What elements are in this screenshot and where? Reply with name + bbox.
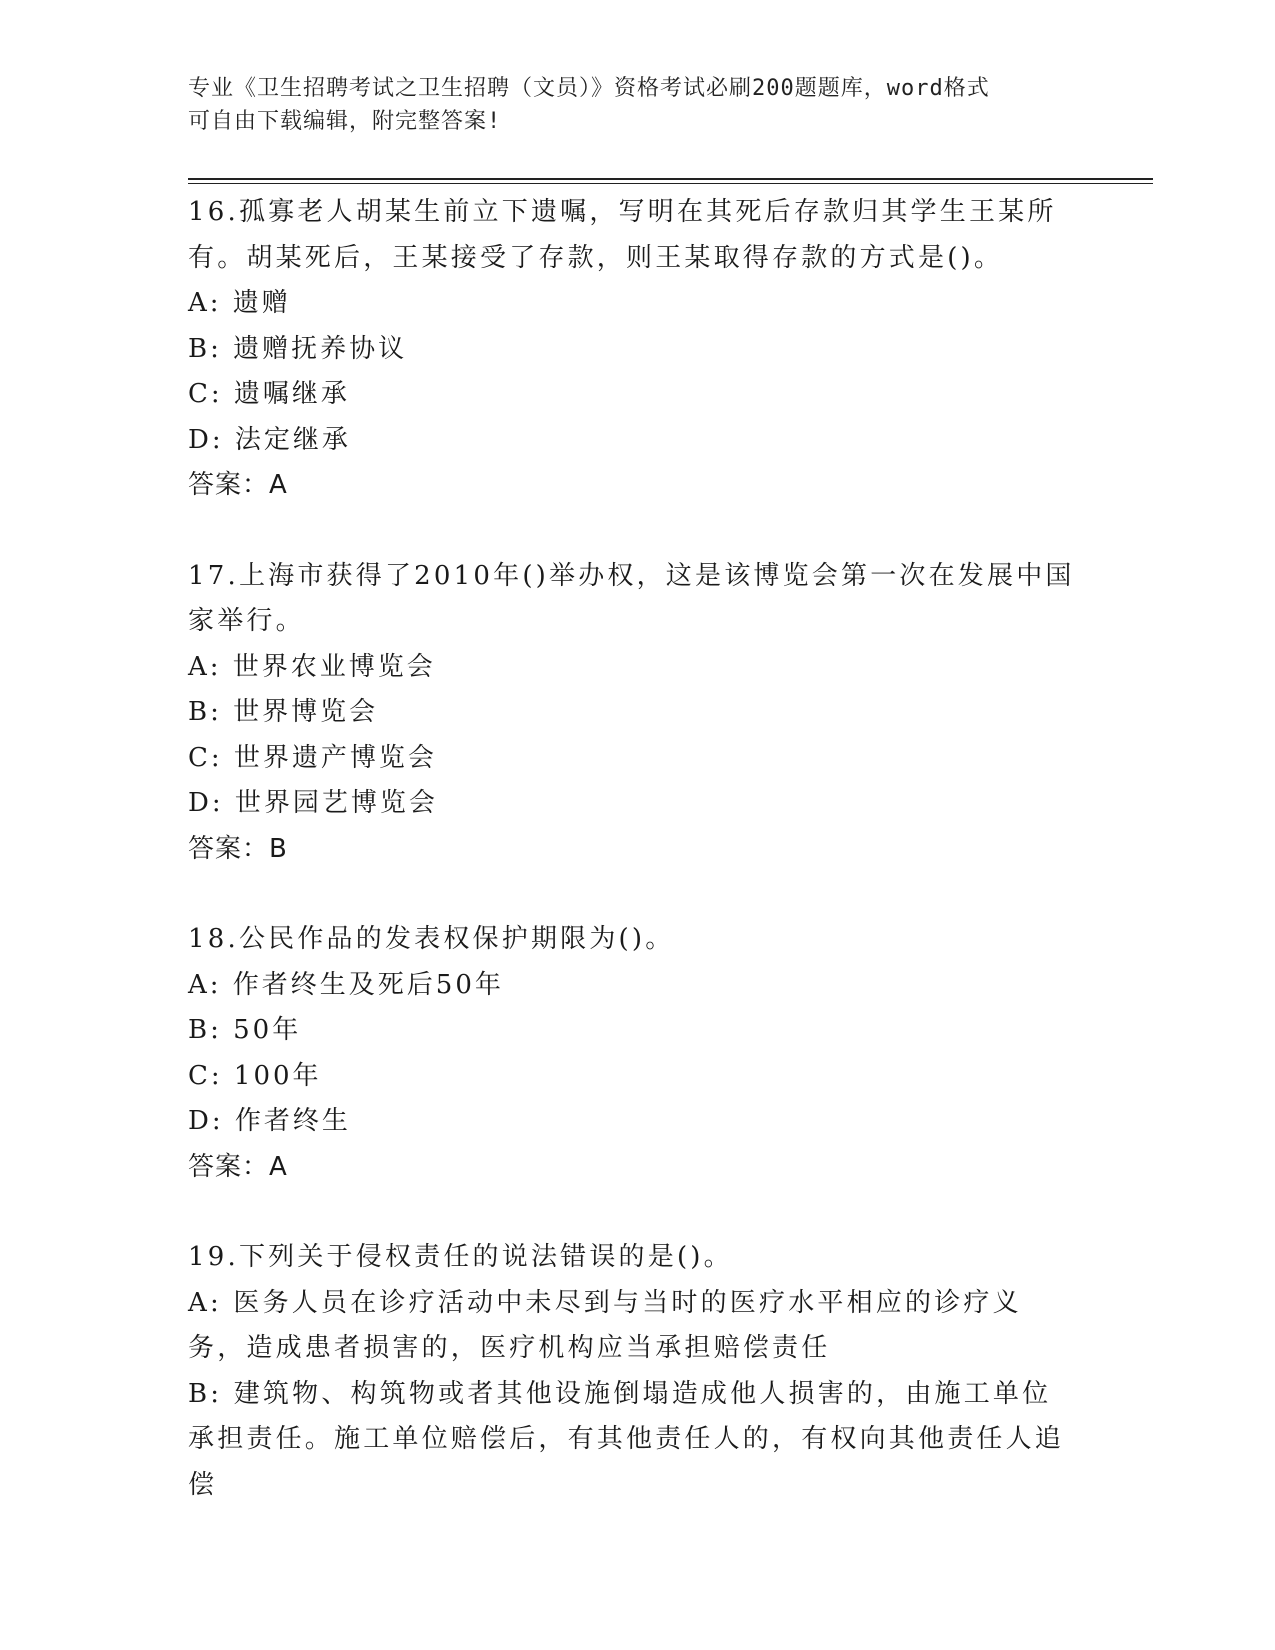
option-d: D: 作者终生 <box>188 1106 351 1136</box>
answer: 答案：B <box>188 833 288 864</box>
answer: 答案：A <box>188 1151 288 1182</box>
question-16 <box>188 190 1088 509</box>
header-line-2: 可自由下载编辑，附完整答案! <box>188 109 502 134</box>
question-18 <box>188 917 1088 1190</box>
question-list <box>188 190 1088 1508</box>
question-stem: 17.上海市获得了2010年()举办权，这是该博览会第一次在发展中国家举行。 <box>188 560 1075 636</box>
header-rule-thick <box>188 178 1153 180</box>
option-a: A: 作者终生及死后50年 <box>188 969 504 1000</box>
option-a: A: 世界农业博览会 <box>188 651 436 682</box>
option-a: A: 医务人员在诊疗活动中未尽到与当时的医疗水平相应的诊疗义务，造成患者损害的，医疗机构应当承担赔偿责任 <box>188 1287 1022 1363</box>
spacer <box>188 509 1088 554</box>
question-17 <box>188 554 1088 873</box>
spacer <box>188 872 1088 917</box>
option-b: B: 世界博览会 <box>188 697 379 727</box>
option-b: B: 50年 <box>188 1015 302 1045</box>
option-d: D: 法定继承 <box>188 424 351 455</box>
header-rule-thin <box>188 183 1153 184</box>
option-c: C: 世界遗产博览会 <box>188 742 437 773</box>
option-b: B: 遗赠抚养协议 <box>188 333 408 364</box>
option-c: C: 100年 <box>188 1060 322 1091</box>
question-stem: 18.公民作品的发表权保护期限为()。 <box>188 924 675 954</box>
document-header <box>188 72 1088 138</box>
option-a: A: 遗赠 <box>188 288 291 318</box>
question-19 <box>188 1235 1088 1508</box>
option-c: C: 遗嘱继承 <box>188 379 350 409</box>
header-line-1: 专业《卫生招聘考试之卫生招聘（文员）》资格考试必刷200题题库，word格式 <box>188 76 990 101</box>
option-d: D: 世界园艺博览会 <box>188 788 438 818</box>
option-b: B: 建筑物、构筑物或者其他设施倒塌造成他人损害的，由施工单位承担责任。施工单位赔偿后，有其他责任人的，有权向其他责任人追偿 <box>188 1378 1065 1500</box>
question-stem: 16.孤寡老人胡某生前立下遗嘱，写明在其死后存款归其学生王某所有。胡某死后，王某接受了存款，则王某取得存款的方式是()。 <box>188 197 1057 273</box>
spacer <box>188 1190 1088 1235</box>
answer: 答案：A <box>188 470 288 500</box>
question-stem: 19.下列关于侵权责任的说法错误的是()。 <box>188 1242 733 1272</box>
